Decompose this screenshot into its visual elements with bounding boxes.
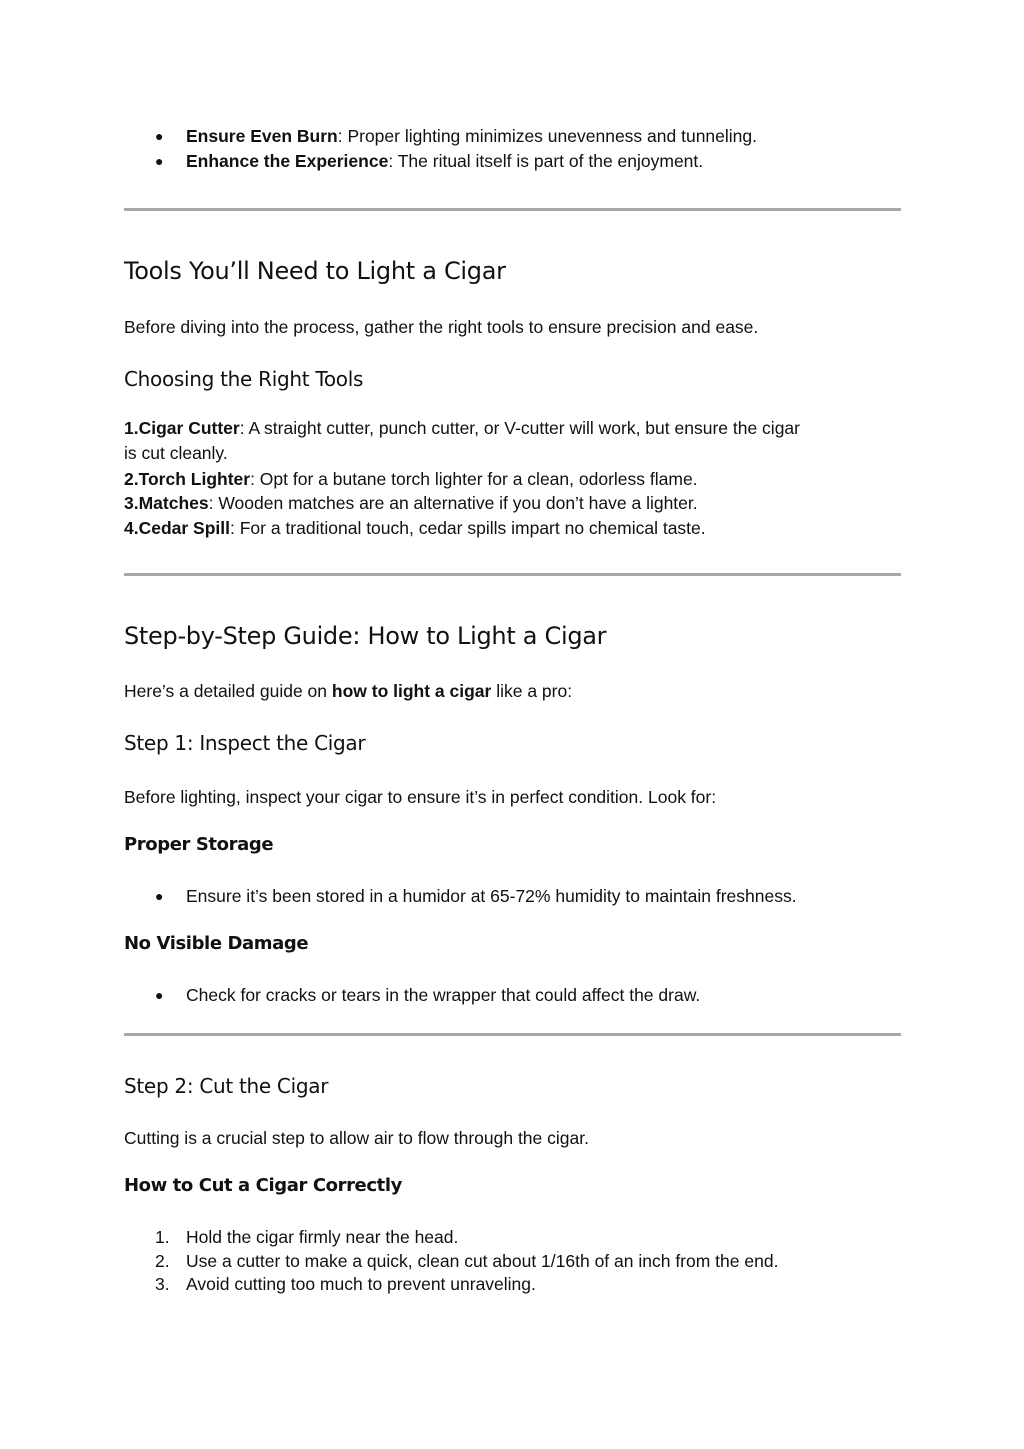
list-item-text: : Wooden matches are an alternative if you don’t have a lighter. [208, 493, 698, 513]
list-item-text: : A straight cutter, punch cutter, or V-cutter will work, but ensure the cigar [239, 418, 800, 438]
list-item-number: 1. [155, 1227, 170, 1247]
section-divider [124, 573, 901, 576]
list-item [124, 491, 698, 515]
section-divider [124, 1033, 901, 1036]
list-item-text: : For a traditional touch, cedar spills impart no chemical taste. [230, 518, 706, 538]
list-item-number: 3. [155, 1274, 170, 1294]
step2-heading: Step 2: Cut the Cigar [124, 1074, 329, 1098]
list-item-text: : Opt for a butane torch lighter for a clean, odorless flame. [250, 469, 698, 489]
list-item-text: Use a cutter to make a quick, clean cut about 1/16th of an inch from the end. [186, 1251, 779, 1271]
step2-intro: Cutting is a crucial step to allow air to flow through the cigar. [124, 1128, 589, 1148]
list-item [124, 516, 706, 540]
list-item-term: Enhance the Experience [186, 151, 389, 171]
guide-intro-text: Here’s a detailed guide on [124, 681, 332, 701]
section-divider [124, 208, 901, 211]
guide-intro-bold: how to light a cigar [331, 681, 492, 701]
step1-heading: Step 1: Inspect the Cigar [124, 731, 366, 755]
list-item-number: 2. [155, 1251, 170, 1271]
how-to-cut-heading: How to Cut a Cigar Correctly [124, 1175, 402, 1196]
bullet-icon: ● [155, 153, 164, 169]
list-item-term: Ensure Even Burn [186, 126, 338, 146]
bullet-icon: ● [155, 128, 164, 144]
list-item-text: : Proper lighting minimizes unevenness and tunneling. [337, 126, 757, 146]
list-item-term: 3.Matches [124, 493, 209, 513]
list-item-text: Ensure it’s been stored in a humidor at 65-72% humidity to maintain freshness. [186, 886, 797, 906]
no-visible-damage-heading: No Visible Damage [124, 933, 309, 954]
list-item-text: Check for cracks or tears in the wrapper that could affect the draw. [186, 985, 701, 1005]
bullet-icon: ● [155, 987, 164, 1003]
list-item [124, 467, 698, 491]
list-item-term: 1.Cigar Cutter [124, 418, 240, 438]
list-item [124, 416, 800, 440]
guide-heading: Step-by-Step Guide: How to Light a Cigar [124, 622, 607, 650]
list-item-text: Hold the cigar firmly near the head. [186, 1227, 459, 1247]
tools-heading: Tools You’ll Need to Light a Cigar [124, 257, 506, 285]
guide-intro [124, 679, 572, 703]
bullet-icon: ● [155, 888, 164, 904]
proper-storage-heading: Proper Storage [124, 834, 274, 855]
list-item-continuation: is cut cleanly. [124, 443, 228, 463]
guide-intro-text: like a pro: [491, 681, 573, 701]
tools-intro: Before diving into the process, gather the right tools to ensure precision and ease. [124, 317, 759, 337]
list-item-term: 4.Cedar Spill [124, 518, 231, 538]
choosing-tools-heading: Choosing the Right Tools [124, 367, 364, 391]
list-item-text: Avoid cutting too much to prevent unraveling. [186, 1274, 536, 1294]
step1-intro: Before lighting, inspect your cigar to ensure it’s in perfect condition. Look for: [124, 787, 717, 807]
list-item-term: 2.Torch Lighter [124, 469, 251, 489]
list-item-text: : The ritual itself is part of the enjoyment. [388, 151, 704, 171]
